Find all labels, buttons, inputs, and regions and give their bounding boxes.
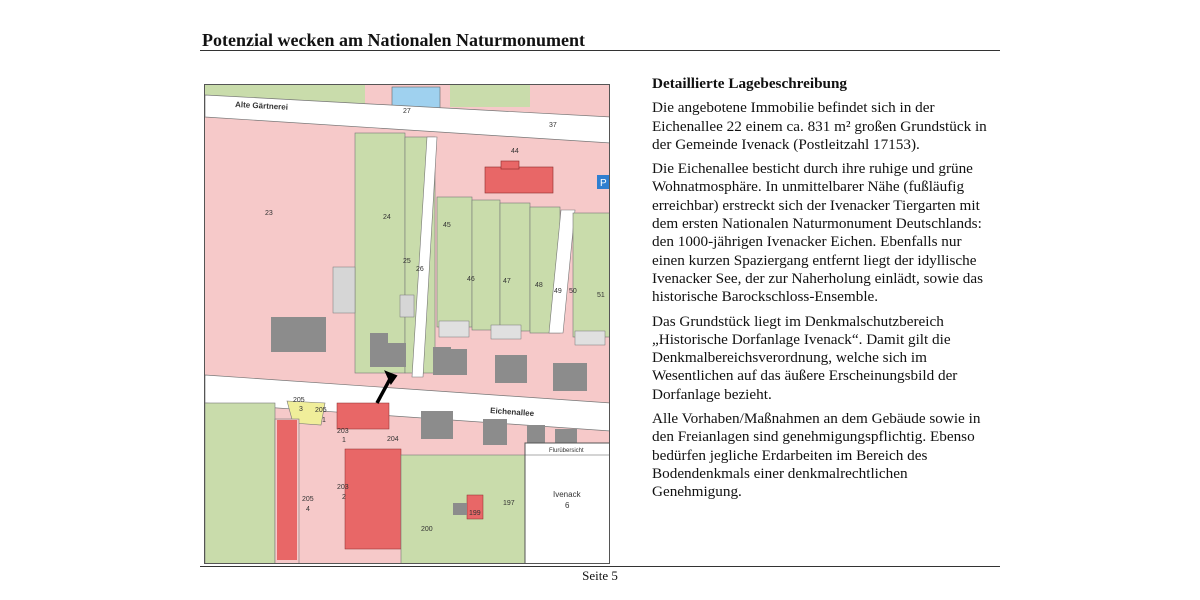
paragraph: Die Eichenallee besticht durch ihre ruhige und grüne Wohnatmosphäre. In unmittelbarer Nähe (fußläufig erreichbar) erstreckt sich der Ivenacker Tiergarten mit dem ersten Nationalen Naturmonument Deutschlands: den 1000-jährigen Ivenacker Eichen. Ebenfalls nur einen kurzen Spaziergang entfernt liegt der idyllische Ivenacker See, der zur Naherholung einlädt, sowie das historische Barockschloss-Ensemble.	[652, 160, 984, 306]
section-heading: Detaillierte Lagebeschreibung	[652, 75, 848, 92]
parcel-number: 24	[383, 214, 391, 221]
paragraph: Alle Vorhaben/Maßnahmen an dem Gebäude sowie in den Freianlagen sind genehmigungspflichtig. Ebenso bedürfen jegliche Erdarbeiten im Bereich des Bodendenkmals einer denkmalrechtlichen Genehmigung.	[652, 410, 981, 501]
map-listed-building	[485, 167, 553, 193]
parcel-number: 205	[293, 397, 305, 404]
location-description	[652, 75, 997, 508]
paragraph: Das Grundstück liegt im Denkmalschutzbereich „Historische Dorfanlage Ivenack“. Damit gilt die Denkmalbereichsverordnung, welche sich im Wesentlichen auf das äußere Erscheinungsbild der Dorfanlage bezieht.	[652, 312, 958, 403]
parcel-number: 23	[265, 210, 273, 217]
parcel-number: 199	[469, 510, 481, 517]
map-parcel-green	[205, 403, 275, 564]
inset-title: Flurübersicht	[549, 448, 584, 454]
parcel-number: 203	[337, 484, 349, 491]
parcel-number: 26	[416, 266, 424, 273]
parcel-number: 45	[443, 222, 451, 229]
parcel-number: 205	[302, 496, 314, 503]
street-label-main: Eichenallee	[489, 406, 535, 419]
parcel-number: 51	[597, 292, 605, 299]
parcel-number: 37	[549, 122, 557, 129]
inset-number: 6	[565, 501, 570, 510]
paragraph: Die angebotene Immobilie befindet sich in der Eichenallee 22 einem ca. 831 m² großen Grundstück in der Gemeinde Ivenack (Postleitzahl 17153).	[652, 99, 987, 153]
map-building	[271, 317, 326, 352]
parcel-number: 197	[503, 500, 515, 507]
parcel-number: 46	[467, 276, 475, 283]
parcel-number: 204	[387, 436, 399, 443]
parcel-number: 4	[306, 506, 310, 513]
parcel-number: 203	[337, 428, 349, 435]
header-divider	[200, 50, 1000, 51]
parcel-number: 48	[535, 282, 543, 289]
parcel-number: 1	[342, 437, 346, 444]
parcel-number: 3	[299, 406, 303, 413]
parcel-number: 44	[511, 148, 519, 155]
parcel-number: 200	[421, 526, 433, 533]
page-number: Seite 5	[582, 568, 618, 583]
parcel-number: 25	[403, 258, 411, 265]
parcel-number: 205	[315, 407, 327, 414]
parcel-number: 2	[342, 494, 346, 501]
page-title: Potenzial wecken am Nationalen Naturmonument	[202, 30, 585, 50]
parcel-number: 47	[503, 278, 511, 285]
parcel-number: 27	[403, 108, 411, 115]
cadastral-map	[204, 84, 610, 564]
street-label-north: Alte Gärtnerei	[234, 100, 289, 112]
parcel-number: 49	[554, 288, 562, 295]
svg-text:P: P	[600, 178, 607, 189]
footer-divider	[200, 566, 1000, 567]
parcel-number: 50	[569, 288, 577, 295]
parcel-number: 1	[322, 417, 326, 424]
inset-place: Ivenack	[553, 490, 581, 499]
